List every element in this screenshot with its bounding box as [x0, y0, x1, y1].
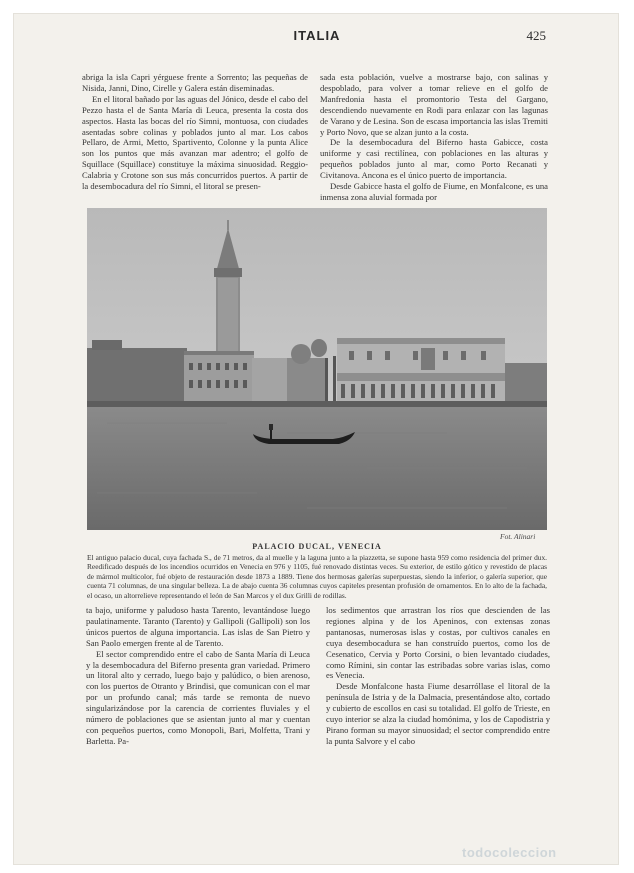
paragraph: De la desembocadura del Biferno hasta Gabicce, costa uniforme y casi rectilínea, con poblaciones en las alturas y pequeños poblados junto al mar, como Porto Recanati y Civitanova. Ancona es el único puerto de importancia.: [320, 137, 548, 181]
photo-caption-title: PALACIO DUCAL, VENECIA: [252, 542, 382, 551]
watermark-logo: todocoleccion: [462, 845, 557, 860]
paragraph: ta bajo, uniforme y paludoso hasta Tarento, levantándose luego paulatinamente. Taranto (Tarento) y Gallipoli (Gallipoli) son los únicos puertos de alguna importancia. Las islas de San Pietro y San Paolo emergen frente al de Tarento.: [86, 605, 310, 648]
page-number: 425: [526, 28, 546, 43]
bottom-left-column: [86, 605, 310, 755]
top-left-column: [82, 72, 308, 205]
paragraph: En el litoral bañado por las aguas del Jónico, desde el cabo del Pezzo hasta el de Santa María di Leuca, presenta la costa dos aspectos. Hasta las bocas del río Simni, montuosa, con ciudades asentadas sobre colinas y poblados junto al mar. Los cabos Pellaro, de Armi, Metto, Spartivento, Colonne y la punta Alice son los puntos que más avanzan mar adentro; el golfo de Squillace (Squillace) constituye la máxima sinuosidad. Reggio-Calabria y Crotone son sus más concurridos puertos. A partir de la desembocadura del río Simni, el litoral se presen-: [82, 93, 308, 192]
paragraph: abriga la isla Capri yérguese frente a Sorrento; las pequeñas de Nisida, Janni, Dino, Cirelle y Galera están diseminadas.: [82, 72, 308, 93]
paragraph: los sedimentos que arrastran los ríos que descienden de las regiones alpina y de los Apeninos, con extensas zonas pantanosas, numerosas islas y costas, por cultivos canales en cuya desembocadura se han construído puertos, como los de Cesenatico, Cervia y Porto Corsini, o bien levantado ciudades, como Rímini, sin contar las estribadas sobre varias islas, como es Venecia.: [326, 605, 550, 681]
paragraph: El sector comprendido entre el cabo de Santa María di Leuca y la desembocadura del Biferno presenta gran variedad. Primero un litoral alto y cerrado, luego bajo y palúdico, o bien arenoso, con los puertos de Otranto y Brindisi, que comunican con el mar por un profundo canal; más tarde se remonta de nuevo singularizándose por la carencia de corrientes fluviales y el número de poblaciones que se asientan junto al mar y cuentan con pequeños puertos, como Monopoli, Bari, Molfetta, Trani y Barletta. Pa-: [86, 648, 310, 746]
photo-credit: Fot. Alinari: [500, 532, 536, 541]
paragraph: Desde Monfalcone hasta Fiume desarróllase el litoral de la península de Istria y de la Dalmacia, presentándose alto, cortado y cubierto de escollos en casi su totalidad. El golfo de Trieste, en cuyo interior se alza la ciudad homónima, y los de Capodistria y Pirano forman su mayor sinuosidad; el sector comprendido entre la punta Salvore y el cabo: [326, 681, 550, 746]
bottom-right-column: [326, 605, 550, 755]
venice-ducal-palace-photo: [87, 208, 547, 530]
page-title: ITALIA: [293, 28, 341, 43]
top-right-column: [320, 72, 548, 205]
paragraph: Desde Gabicce hasta el golfo de Fiume, en Monfalcone, es una inmensa zona aluvial formada por: [320, 181, 548, 202]
page-header: [0, 28, 634, 48]
paragraph: sada esta población, vuelve a mostrarse bajo, con salinas y despoblado, para volver a tomar relieve en el golfo de Manfredonia hasta el promontorio Testa del Gargano, descendiendo nuevamente en Rodi para enlazar con las lagunas de Varano y de Lesina. Son de escasa importancia las islas Tremiti y Porto Novo, que se alzan junto a la costa.: [320, 72, 548, 137]
photo-caption-text: El antiguo palacio ducal, cuya fachada S., de 71 metros, da al muelle y la laguna junto a la piazzetta, se supone hasta 959 como residencia del primer dux. Reedificado después de los incendios ocurridos en Venecia en 976 y 1105, fué renovado distintas veces. Su exterior, de estilo gótico y revestido de placas de mármol multicolor, fué objeto de restauración desde 1873 a 1889. Tiene dos hermosas galerías superpuestas, siendo la inferior, o galería superior, que cuenta 71 columnas, de una singular belleza. La de abajo cuenta 36 columnas cuyos capiteles presentan profusión de ornamentos. En lo alto de la fachada, el ocaso, un altorrelieve representando el león de San Marcos y el dux Grilli de rodillas.: [87, 553, 547, 600]
